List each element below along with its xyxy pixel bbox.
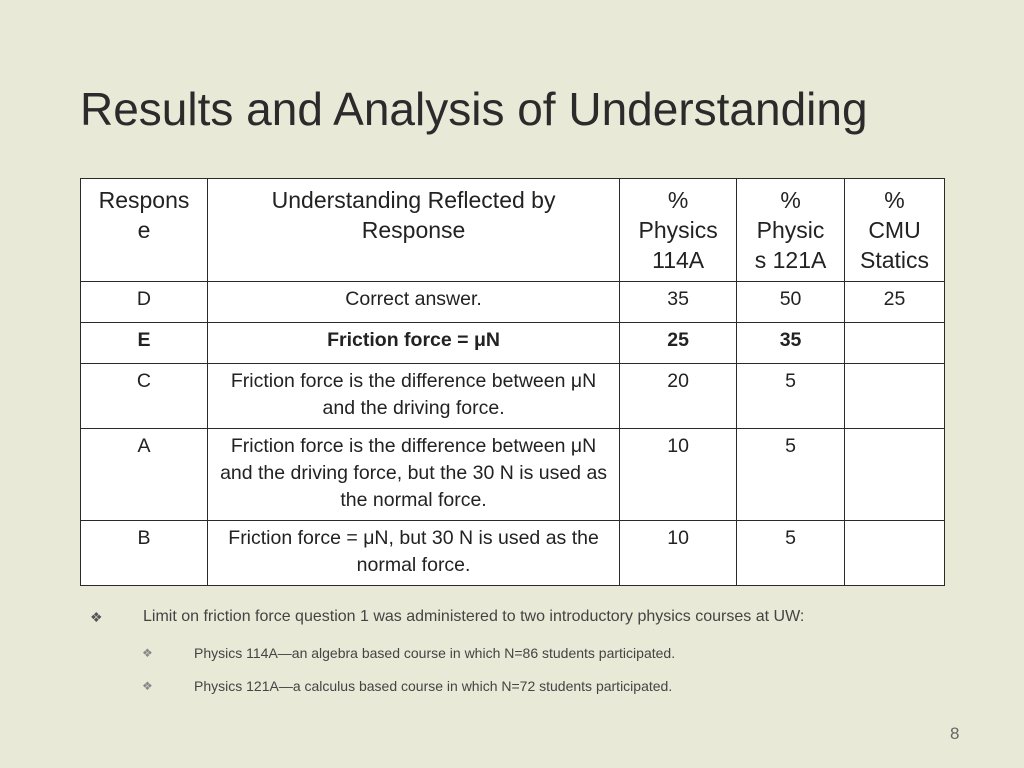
cell-cmu-statics — [845, 323, 945, 364]
cell-cmu-statics — [845, 429, 945, 521]
diamond-bullet-icon: ❖ — [142, 646, 153, 660]
cell-physics-114a: 20 — [620, 364, 737, 429]
cell-response: E — [81, 323, 208, 364]
cell-cmu-statics — [845, 521, 945, 586]
cell-understanding: Friction force = μN — [207, 323, 619, 364]
header-understanding: Understanding Reflected by Response — [207, 179, 619, 282]
diamond-bullet-icon: ❖ — [142, 679, 153, 693]
cell-physics-114a: 35 — [620, 282, 737, 323]
header-physics-114a: % Physics 114A — [620, 179, 737, 282]
diamond-bullet-icon: ❖ — [90, 609, 103, 625]
cell-understanding: Correct answer. — [207, 282, 619, 323]
table-row — [81, 282, 945, 323]
cell-response: D — [81, 282, 208, 323]
cell-physics-121a: 50 — [737, 282, 845, 323]
cell-physics-121a: 5 — [737, 521, 845, 586]
bullet-main-text: Limit on friction force question 1 was administered to two introductory physics courses at UW: — [143, 608, 805, 625]
cell-understanding: Friction force is the difference between μN and the driving force, but the 30 N is used as the normal force. — [207, 429, 619, 521]
cell-physics-114a: 25 — [620, 323, 737, 364]
cell-physics-114a: 10 — [620, 521, 737, 586]
cell-understanding: Friction force is the difference between μN and the driving force. — [207, 364, 619, 429]
table-header-row — [81, 179, 945, 282]
cell-response: A — [81, 429, 208, 521]
page-number: 8 — [950, 724, 960, 743]
header-response: Respons e — [81, 179, 208, 282]
cell-cmu-statics — [845, 364, 945, 429]
header-physics-121a: % Physic s 121A — [737, 179, 845, 282]
table-row — [81, 323, 945, 364]
bullet-sub-text: Physics 121A—a calculus based course in which N=72 students participated. — [194, 678, 673, 694]
table-row — [81, 521, 945, 586]
cell-cmu-statics: 25 — [845, 282, 945, 323]
cell-response: C — [81, 364, 208, 429]
cell-physics-121a: 5 — [737, 364, 845, 429]
results-table — [80, 178, 945, 586]
slide-title: Results and Analysis of Understanding — [80, 83, 868, 135]
cell-understanding: Friction force = μN, but 30 N is used as the normal force. — [207, 521, 619, 586]
cell-physics-121a: 5 — [737, 429, 845, 521]
bullet-sub-text: Physics 114A—an algebra based course in which N=86 students participated. — [194, 645, 676, 661]
cell-physics-121a: 35 — [737, 323, 845, 364]
cell-physics-114a: 10 — [620, 429, 737, 521]
cell-response: B — [81, 521, 208, 586]
table-row — [81, 429, 945, 521]
table-row — [81, 364, 945, 429]
header-cmu-statics: % CMU Statics — [845, 179, 945, 282]
